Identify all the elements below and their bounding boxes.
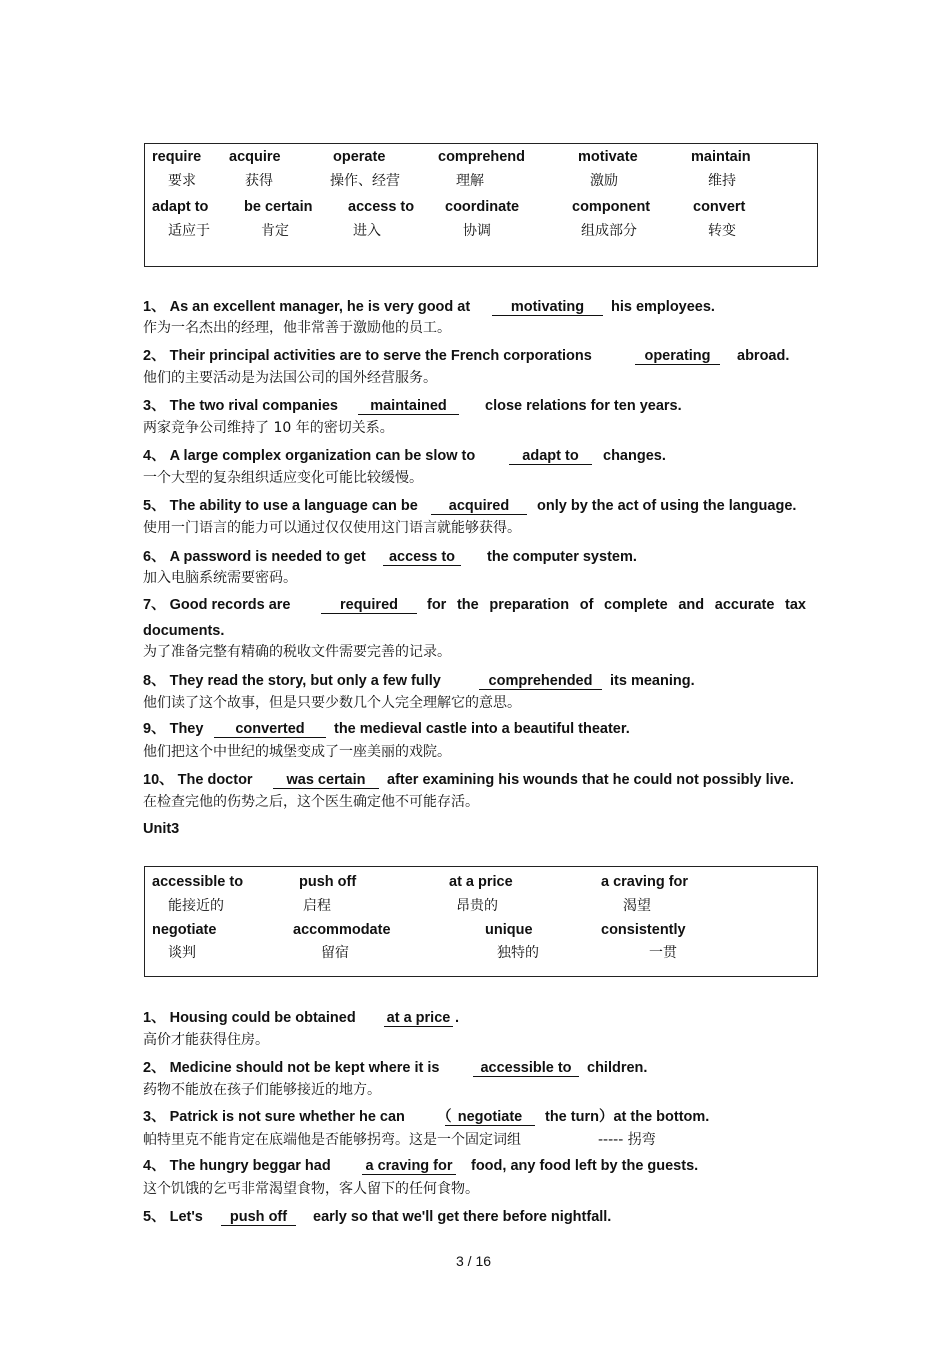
- vocab-term: be certain: [244, 199, 313, 215]
- exercise-translation: 为了准备完整有精确的税收文件需要完善的记录。: [143, 644, 451, 660]
- exercise-sentence: 10、 The doctor: [143, 772, 253, 788]
- vocab-term: operate: [333, 149, 386, 165]
- exercise-translation: 使用一门语言的能力可以通过仅仅使用这门语言就能够获得。: [143, 520, 521, 536]
- exercise-sentence-cont: after examining his wounds that he could not possibly live.: [387, 772, 794, 788]
- vocab-term: push off: [299, 874, 357, 890]
- exercise-sentence-cont: for the preparation of complete and accurate tax: [427, 597, 806, 613]
- exercise-translation: 加入电脑系统需要密码。: [143, 570, 297, 586]
- page-number: 3 / 16: [456, 1253, 492, 1269]
- exercise-sentence-cont: the turn）at the bottom.: [545, 1109, 710, 1125]
- vocab-term: accessible to: [152, 874, 244, 890]
- vocab-translation: 获得: [245, 173, 273, 189]
- answer-blank: negotiate: [445, 1108, 535, 1126]
- vocab-translation: 谈判: [168, 945, 196, 961]
- exercise-sentence-cont: his employees.: [611, 299, 715, 315]
- exercise-translation: 一个大型的复杂组织适应变化可能比较缓慢。: [143, 470, 423, 486]
- exercise-sentence-cont: its meaning.: [610, 673, 695, 689]
- vocab-term: comprehend: [438, 149, 526, 165]
- unit3-heading: Unit3: [143, 821, 180, 837]
- answer-blank: motivating: [492, 298, 603, 316]
- exercise-sentence-cont: .: [455, 1010, 460, 1026]
- exercise-translation: 两家竞争公司维持了 10 年的密切关系。: [143, 420, 394, 436]
- answer-blank: push off: [221, 1208, 296, 1226]
- vocab-translation: 肯定: [261, 223, 289, 239]
- exercise-sentence: 2、 Medicine should not be kept where it is: [143, 1060, 440, 1076]
- answer-blank: accessible to: [473, 1059, 579, 1077]
- answer-blank: converted: [214, 720, 326, 738]
- answer-blank: was certain: [273, 771, 379, 789]
- exercise-sentence: 9、 They: [143, 721, 204, 737]
- exercise-sentence: 3、 The two rival companies: [143, 398, 338, 414]
- vocab-translation: 能接近的: [168, 898, 224, 914]
- exercise-sentence-cont: documents.: [143, 623, 225, 639]
- answer-blank: access to: [383, 548, 461, 566]
- vocab-term: adapt to: [152, 199, 209, 215]
- exercise-sentence-cont: changes.: [603, 448, 666, 464]
- vocab-translation: 留宿: [321, 945, 349, 961]
- vocab-term: a craving for: [601, 874, 689, 890]
- vocab-translation: 适应于: [168, 223, 210, 239]
- exercise-sentence: 7、 Good records are: [143, 597, 291, 613]
- vocab-translation: 操作、经营: [330, 173, 400, 189]
- exercise-translation: 这个饥饿的乞丐非常渴望食物，客人留下的任何食物。: [143, 1181, 479, 1197]
- exercise-sentence: 8、 They read the story, but only a few fully: [143, 673, 441, 689]
- vocab-translation: 组成部分: [581, 223, 637, 239]
- exercise-sentence-cont: close relations for ten years.: [485, 398, 682, 414]
- vocab-term: convert: [693, 199, 746, 215]
- exercise-translation: 作为一名杰出的经理，他非常善于激励他的员工。: [143, 320, 451, 336]
- exercise-sentence-cont: only by the act of using the language.: [537, 498, 797, 514]
- exercise-sentence-cont: food, any food left by the guests.: [471, 1158, 699, 1174]
- exercise-sentence: 6、 A password is needed to get: [143, 549, 366, 565]
- exercise-sentence: 5、 The ability to use a language can be: [143, 498, 418, 514]
- answer-blank: required: [321, 596, 417, 614]
- vocab-term: consistently: [601, 922, 686, 938]
- vocab-term: motivate: [578, 149, 638, 165]
- vocab-term: maintain: [691, 149, 751, 165]
- vocab-translation: 激励: [590, 173, 618, 189]
- translation-note: ----- 拐弯: [598, 1132, 656, 1148]
- exercise-sentence-cont: the medieval castle into a beautiful theater.: [334, 721, 630, 737]
- exercise-sentence: 4、 The hungry beggar had: [143, 1158, 331, 1174]
- vocab-translation: 一贯: [649, 945, 677, 961]
- exercise-sentence: 5、 Let's: [143, 1209, 203, 1225]
- vocab-translation: 渴望: [623, 898, 651, 914]
- vocab-translation: 昂贵的: [456, 898, 498, 914]
- vocab-translation: 协调: [463, 223, 491, 239]
- exercise-translation: 高价才能获得住房。: [143, 1032, 269, 1048]
- exercise-sentence: 1、 Housing could be obtained: [143, 1010, 356, 1026]
- exercise-sentence: 4、 A large complex organization can be slow to: [143, 448, 476, 464]
- vocab-translation: 理解: [456, 173, 484, 189]
- exercise-sentence: 2、 Their principal activities are to serve the French corporations: [143, 348, 592, 364]
- vocab-term: coordinate: [445, 199, 520, 215]
- exercise-translation: 药物不能放在孩子们能够接近的地方。: [143, 1082, 381, 1098]
- exercise-translation: 帕特里克不能肯定在底端他是否能够拐弯。这是一个固定词组: [143, 1132, 521, 1148]
- exercise-sentence-cont: the computer system.: [487, 549, 637, 565]
- answer-blank: maintained: [358, 397, 459, 415]
- answer-blank: comprehended: [479, 672, 602, 690]
- vocab-term: access to: [348, 199, 415, 215]
- vocab-term: acquire: [229, 149, 281, 165]
- vocab-term: require: [152, 149, 202, 165]
- vocab-term: accommodate: [293, 922, 391, 938]
- vocab-translation: 要求: [168, 173, 196, 189]
- vocab-term: at a price: [449, 874, 513, 890]
- vocab-term: component: [572, 199, 651, 215]
- exercise-sentence: 1、 As an excellent manager, he is very good at: [143, 299, 471, 315]
- exercise-translation: 他们把这个中世纪的城堡变成了一座美丽的戏院。: [143, 744, 451, 760]
- vocab-translation: 维持: [708, 173, 736, 189]
- vocab-term: unique: [485, 922, 533, 938]
- answer-blank: operating: [635, 347, 720, 365]
- vocab-translation: 转变: [708, 223, 736, 239]
- vocab-translation: 独特的: [497, 945, 539, 961]
- vocab-translation: 进入: [353, 223, 381, 239]
- exercise-translation: 在检查完他的伤势之后，这个医生确定他不可能存活。: [143, 794, 479, 810]
- vocab-translation: 启程: [303, 898, 331, 914]
- exercise-translation: 他们的主要活动是为法国公司的国外经营服务。: [143, 370, 437, 386]
- exercise-sentence: 3、 Patrick is not sure whether he can: [143, 1109, 405, 1125]
- answer-blank: at a price: [384, 1009, 453, 1027]
- vocab-term: negotiate: [152, 922, 217, 938]
- open-paren: （: [437, 1109, 452, 1125]
- answer-blank: adapt to: [509, 447, 592, 465]
- answer-blank: acquired: [431, 497, 527, 515]
- exercise-sentence-cont: abroad.: [737, 348, 790, 364]
- exercise-sentence-cont: children.: [587, 1060, 648, 1076]
- exercise-sentence-cont: early so that we'll get there before nightfall.: [313, 1209, 612, 1225]
- answer-blank: a craving for: [362, 1157, 456, 1175]
- exercise-translation: 他们读了这个故事，但是只要少数几个人完全理解它的意思。: [143, 695, 521, 711]
